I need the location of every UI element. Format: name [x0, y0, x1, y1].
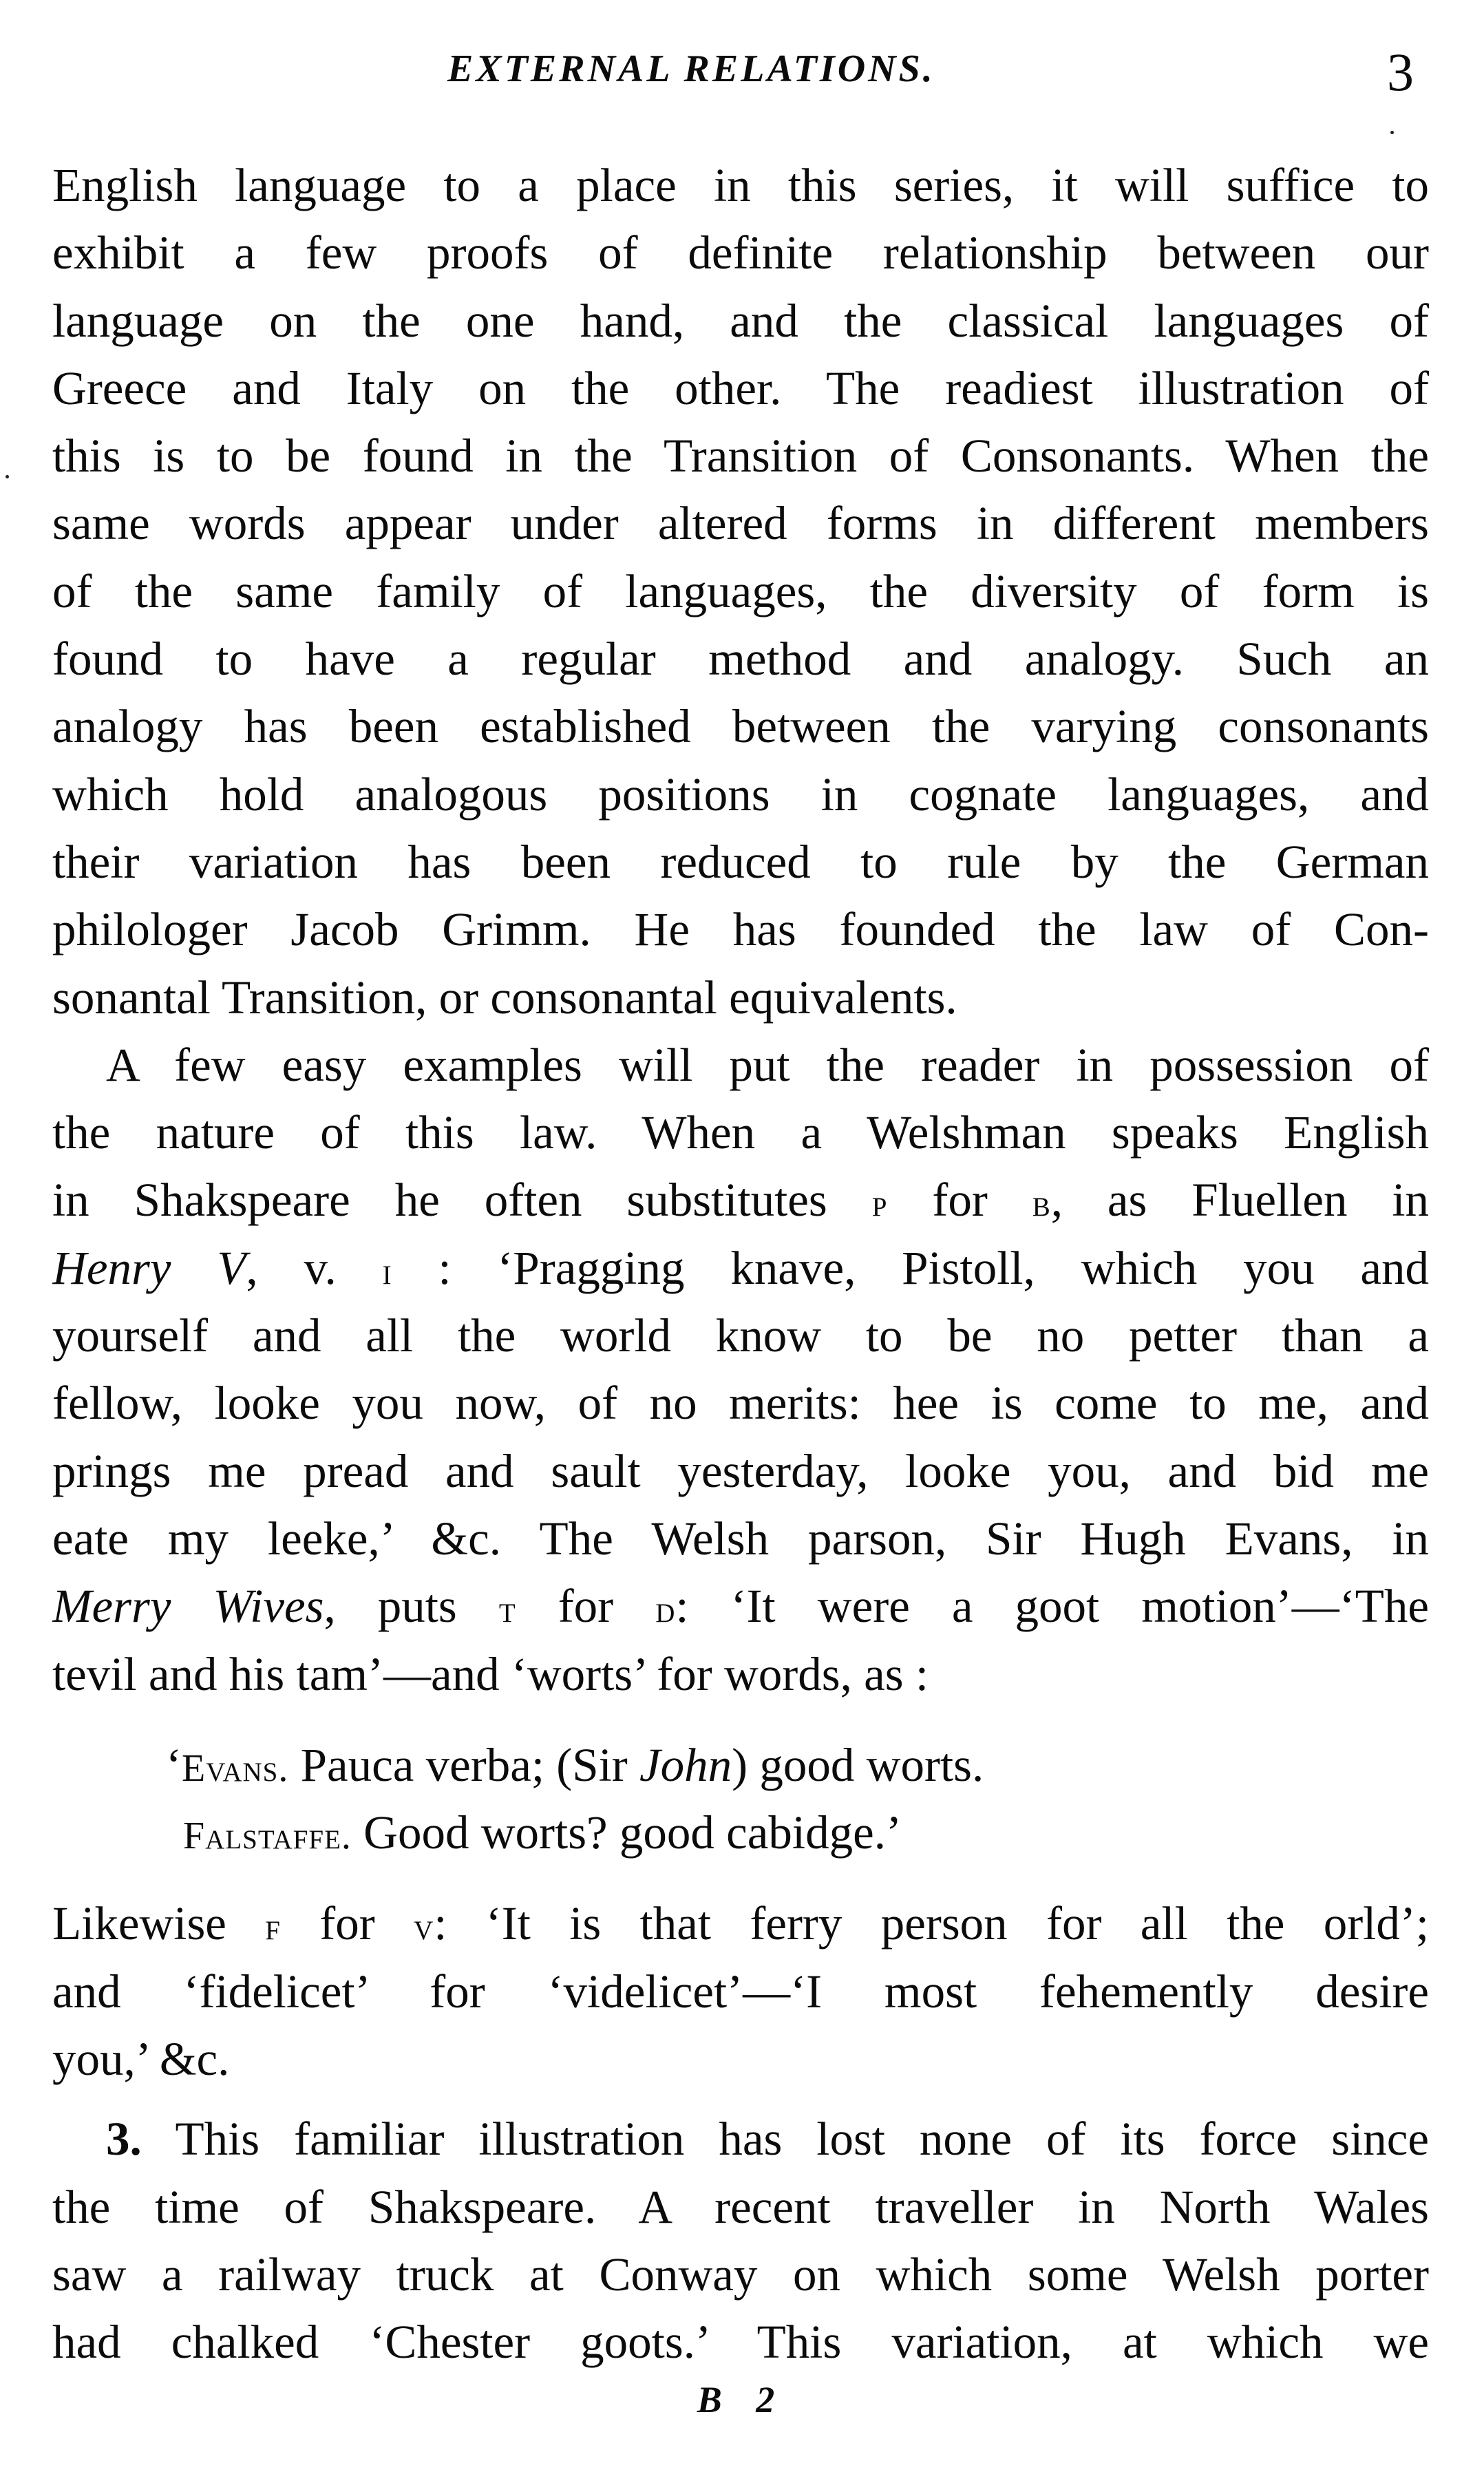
text-line: language on the one hand, and the classical languages of — [52, 294, 1429, 347]
text-line: A few easy examples will put the reader in possession of — [106, 1038, 1429, 1091]
text-run: , as Fluellen in — [1050, 1174, 1429, 1227]
text-run: : ‘It were a goot motion’—‘The — [675, 1580, 1429, 1633]
small-caps-letter: b — [1032, 1182, 1051, 1225]
speaker-name: Falstaffe. — [183, 1815, 352, 1858]
paragraph-2 — [52, 1031, 1429, 1708]
text-line: fellow, looke you now, of no merits: hee is come to me, and — [52, 1377, 1429, 1430]
text-line — [52, 1890, 1429, 1957]
printer-signature: B 2 — [697, 2379, 787, 2420]
text-run: , puts — [324, 1580, 457, 1633]
text-line: yourself and all the world know to be no petter than a — [52, 1309, 1429, 1362]
text-line: saw a railway truck at Conway on which some Welsh porter — [52, 2248, 1429, 2301]
text-line: tevil and his tam’—and ‘worts’ for words, as : — [52, 1647, 929, 1700]
text-run: : ‘It is that ferry person for all the orld’; — [434, 1897, 1429, 1950]
text-line: same words appear under altered forms in different members — [52, 497, 1429, 550]
quote-line — [52, 1731, 1429, 1799]
small-caps-letter: p — [871, 1182, 888, 1225]
quotation — [52, 1731, 1429, 1867]
section-number: 3. — [106, 2113, 142, 2166]
paragraph-3 — [52, 1890, 1429, 2093]
text-run: for — [319, 1897, 375, 1950]
text-line: exhibit a few proofs of definite relationship between our — [52, 226, 1429, 279]
quote-line — [52, 1799, 1429, 1866]
text-line: of the same family of languages, the diversity of form is — [52, 564, 1429, 617]
text-line — [52, 2105, 1429, 2173]
text-line — [52, 1234, 1429, 1302]
text-line: analogy has been established between the varying consonants — [52, 700, 1429, 753]
text-run: in Shakspeare he often substitutes — [52, 1174, 827, 1227]
spacer — [52, 2093, 1429, 2105]
small-caps-letter: f — [265, 1905, 281, 1949]
text-line: philologer Jacob Grimm. He has founded the law of Con- — [52, 903, 1429, 956]
small-caps-letter: v — [414, 1905, 434, 1949]
text-run: ‘ — [166, 1738, 182, 1791]
text-line: which hold analogous positions in cognate languages, and — [52, 768, 1429, 821]
text-line: you,’ &c. — [52, 2033, 230, 2086]
text-run: ) good worts. — [732, 1738, 984, 1791]
italic-title: Merry Wives — [52, 1580, 324, 1633]
running-head: EXTERNAL RELATIONS. — [447, 47, 935, 90]
text-line: their variation has been reduced to rule by the German — [52, 835, 1429, 888]
text-run: Likewise — [52, 1897, 226, 1950]
speaker-name: Evans. — [181, 1746, 289, 1790]
text-line: prings me pread and sault yesterday, looke you, and bid me — [52, 1444, 1429, 1497]
italic-title: Henry V — [52, 1241, 246, 1294]
text-line: found to have a regular method and analogy. Such an — [52, 633, 1429, 686]
small-caps-letter: d — [655, 1588, 676, 1631]
page-body — [52, 151, 1429, 2376]
page-number: 3 — [1387, 42, 1414, 102]
text-run: This familiar illustration has lost none of its force since — [175, 2113, 1429, 2166]
text-run: , v. — [246, 1241, 337, 1294]
text-line: English language to a place in this series, it will suffice to — [52, 159, 1429, 211]
italic-name: John — [639, 1738, 732, 1791]
text-run: Pauca verba; (Sir — [300, 1738, 628, 1791]
text-run: for — [558, 1580, 614, 1633]
text-line: eate my leeke,’ &c. The Welsh parson, Sir Hugh Evans, in — [52, 1512, 1429, 1565]
spacer — [52, 1866, 1429, 1890]
text-line — [52, 1166, 1429, 1234]
small-caps-letter: t — [498, 1588, 516, 1631]
print-speck — [1390, 131, 1394, 134]
text-line: Greece and Italy on the other. The readiest illustration of — [52, 361, 1429, 414]
text-line: the time of Shakspeare. A recent traveller in North Wales — [52, 2180, 1429, 2233]
text-line: and ‘fidelicet’ for ‘videlicet’—‘I most fehemently desire — [52, 1965, 1429, 2018]
paragraph-1 — [52, 151, 1429, 1031]
page-header — [0, 41, 1484, 110]
text-line: had chalked ‘Chester goots.’ This variation, at which we — [52, 2316, 1429, 2369]
text-line: sonantal Transition, or consonantal equivalents. — [52, 971, 957, 1024]
paragraph-4 — [52, 2105, 1429, 2376]
text-run: for — [932, 1174, 988, 1227]
text-run: : ‘Pragging knave, Pistoll, which you and — [438, 1241, 1429, 1294]
text-run: Good worts? good cabidge.’ — [363, 1806, 902, 1859]
text-line — [52, 1572, 1429, 1640]
small-caps-numeral: i — [382, 1249, 392, 1293]
text-line: this is to be found in the Transition of Consonants. When the — [52, 430, 1429, 483]
spacer — [52, 1708, 1429, 1731]
text-line: the nature of this law. When a Welshman speaks English — [52, 1106, 1429, 1159]
print-speck — [6, 475, 9, 478]
